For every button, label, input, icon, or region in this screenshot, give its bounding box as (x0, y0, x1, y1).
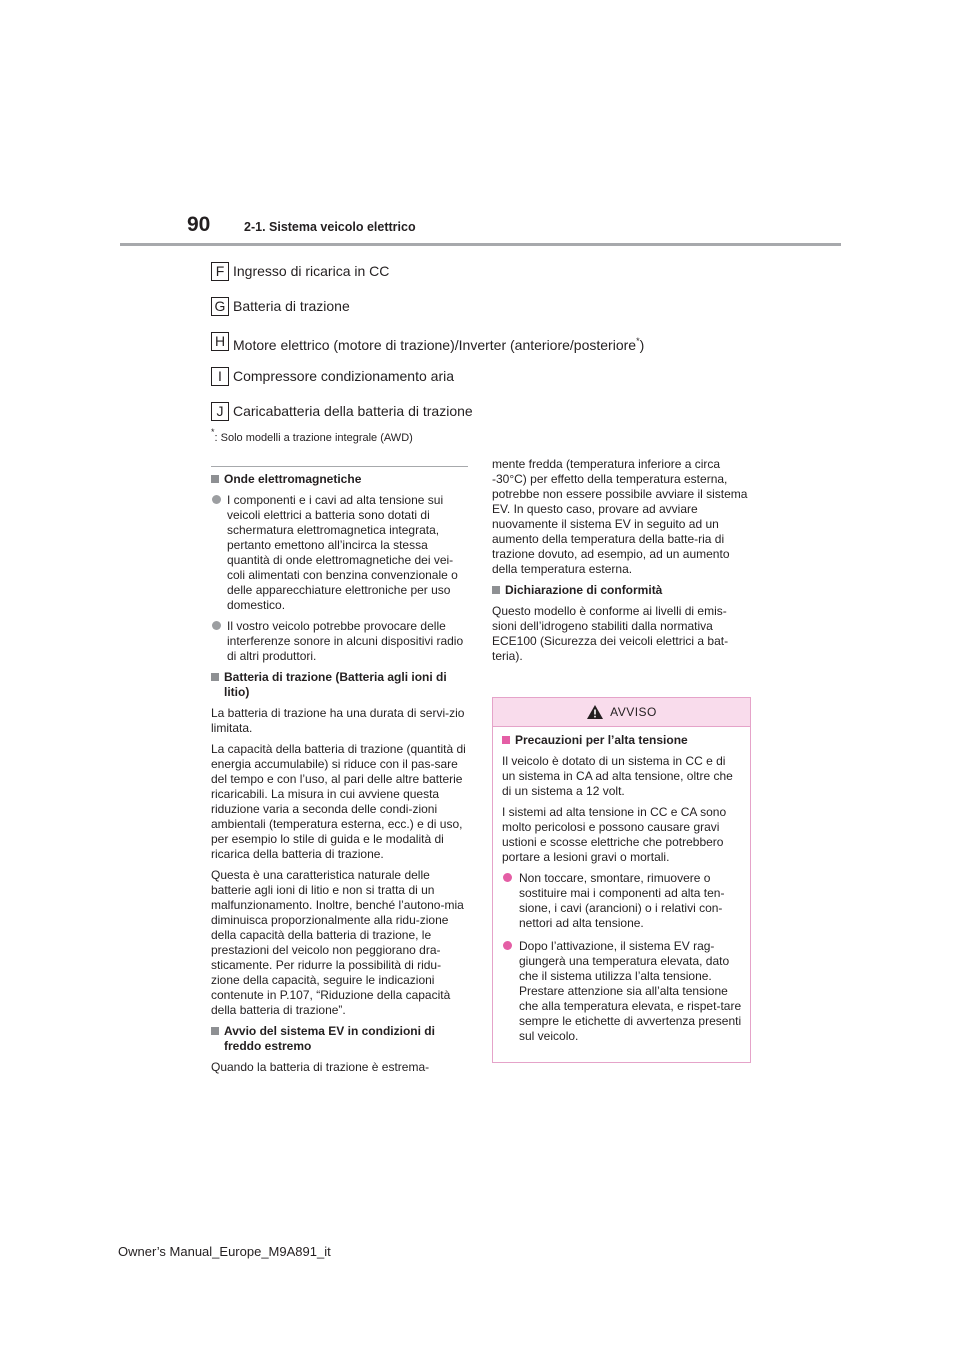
heading-text: Onde elettromagnetiche (224, 472, 362, 486)
bullet-item (211, 493, 468, 613)
legend-text: Motore elettrico (motore di trazione)/Inverter (anteriore/posteriore (233, 337, 637, 353)
heading-text: Avvio del sistema EV in condizioni di freddo estremo (224, 1024, 435, 1053)
circle-bullet-icon (212, 621, 221, 630)
heading-text: Batteria di trazione (Batteria agli ioni di litio) (224, 670, 447, 699)
legend-letter: G (211, 297, 229, 316)
legend-text: Caricabatteria della batteria di trazione (233, 403, 473, 419)
bullet-text: Il vostro veicolo potrebbe provocare delle interferenze sonore in alcuni dispositivi radio di altri produttori. (227, 619, 464, 663)
circle-bullet-icon (212, 495, 221, 504)
warning-title: AVVISO (610, 705, 657, 719)
paragraph: Questo modello è conforme ai livelli di emis-sioni dell’idrogeno stabiliti dalla normativa ECE100 (Sicurezza dei veicoli elettrici a bat-teria). (492, 604, 729, 663)
legend-letter: J (211, 402, 229, 421)
heading-text: Precauzioni per l’alta tensione (515, 733, 688, 747)
section-heading (211, 670, 468, 700)
footnote-mark: * (211, 427, 215, 437)
header-divider (120, 243, 841, 246)
bullet-text: Dopo l’attivazione, il sistema EV rag-giungerà una temperatura elevata, dato che il sistema utilizza l’alta tensione. Prestare attenzione sia all’alta tensione che alla temperatura elevata, e rispet-tare sempre le etichette di avvertenza presenti sul veicolo. (519, 939, 742, 1043)
warning-triangle-icon (586, 704, 604, 720)
section-heading (211, 472, 468, 487)
section-heading (211, 1024, 468, 1054)
paragraph: Questa è una caratteristica naturale delle batterie agli ioni di litio e non si tratta di un malfunzionamento. Inoltre, benché l’autono-mia diminuisca proporzionalmente alla ridu-zione della capacità della batteria di trazione, le prestazioni del veicolo non peggiorano dra-sticamente. Per ridurre la possibilità di ridu-zione della capacità, seguire le indicazioni contenute in P.107, “Riduzione della capacità della batteria di trazione”. (211, 868, 464, 1017)
paragraph: Il veicolo è dotato di un sistema in CC e di un sistema in CA ad alta tensione, oltre che di un sistema a 12 volt. (502, 754, 733, 798)
legend-item-i (211, 367, 771, 402)
legend-item-f (211, 262, 771, 297)
footnote-marker: * (636, 336, 640, 346)
legend-item-g (211, 297, 771, 332)
column-divider (211, 466, 468, 467)
left-column (211, 472, 468, 1081)
section-heading (492, 583, 750, 598)
component-legend (211, 262, 771, 437)
bullet-item (502, 939, 742, 1044)
bullet-text: Non toccare, smontare, rimuovere o sostituire mai i componenti ad alta ten-sione, i cavi (arancioni) o i relativi con-nettori ad alta tensione. (519, 871, 725, 930)
bullet-text: I componenti e i cavi ad alta tensione sui veicoli elettrici a batteria sono dotati di schermatura elettromagnetica integrata, pertanto emettono all’incirca la stessa quantità di onde elettromagnetiche dei vei-coli alimentati con benzina convenzionale o delle apparecchiature elettroniche per uso domestico. (227, 493, 458, 612)
warning-box (492, 697, 751, 1063)
legend-text: Ingresso di ricarica in CC (233, 263, 390, 279)
bullet-item (502, 871, 742, 931)
warning-header (493, 698, 750, 727)
footnote (211, 427, 413, 444)
legend-text-wrapper (233, 332, 644, 354)
warning-heading (502, 733, 742, 748)
paragraph: La capacità della batteria di trazione (quantità di energia accumulabile) si riduce con il pas-sare del tempo e con l’uso, al pari delle altre batterie ricaricabili. La misura in cui avviene questa riduzione varia a seconda delle condi-zioni ambientali (temperatura esterna, ecc.) e di uso, per esempio lo stile di guida e le modalità di ricarica della batteria di trazione. (211, 742, 466, 861)
footer-text: Owner’s Manual_Europe_M9A891_it (118, 1244, 331, 1259)
legend-letter: F (211, 262, 229, 281)
right-column (492, 457, 750, 670)
paragraph: La batteria di trazione ha una durata di servi-zio limitata. (211, 706, 465, 735)
section-title: 2-1. Sistema veicolo elettrico (244, 220, 416, 234)
paragraph: mente fredda (temperatura inferiore a circa -30°C) per effetto della temperatura esterna, potrebbe non essere possibile avviare il sistema EV. In questo caso, provare ad avviare nuovamente il sistema EV in seguito ad un aumento della temperatura della batte-ria di trazione dovuto, ad esempio, ad un aumento della temperatura esterna. (492, 457, 748, 576)
heading-text: Dichiarazione di conformità (505, 583, 663, 597)
paragraph: I sistemi ad alta tensione in CC e CA sono molto pericolosi e possono causare gravi ustioni e scosse elettriche che potrebbero portare a lesioni gravi o mortali. (502, 805, 727, 864)
legend-letter: H (211, 332, 229, 351)
square-bullet-icon (211, 475, 219, 483)
legend-text-suffix: ) (639, 337, 645, 353)
square-bullet-icon (211, 1027, 219, 1035)
circle-bullet-icon (503, 941, 512, 950)
legend-letter: I (211, 367, 229, 386)
square-bullet-icon (502, 736, 510, 744)
warning-body (493, 727, 750, 1044)
bullet-item (211, 619, 468, 664)
page-number: 90 (187, 213, 211, 236)
footnote-text: : Solo modelli a trazione integrale (AWD) (214, 432, 413, 444)
square-bullet-icon (492, 586, 500, 594)
legend-item-h (211, 332, 771, 367)
paragraph: Quando la batteria di trazione è estrema- (211, 1060, 430, 1074)
legend-text: Compressore condizionamento aria (233, 368, 454, 384)
legend-text: Batteria di trazione (233, 298, 350, 314)
circle-bullet-icon (503, 873, 512, 882)
square-bullet-icon (211, 673, 219, 681)
